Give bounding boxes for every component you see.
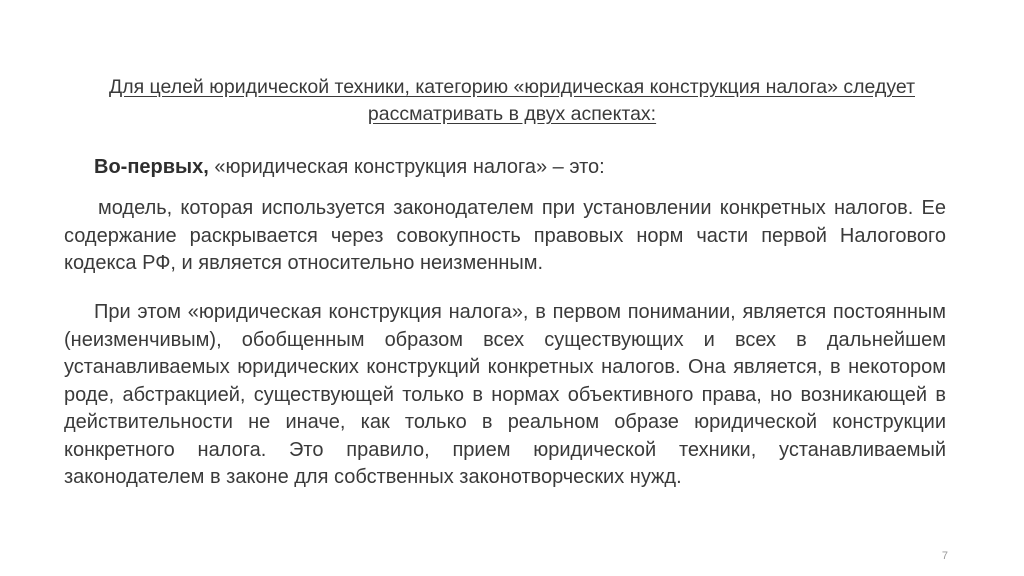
first-point-text: «юридическая конструкция налога» – это: (208, 156, 605, 178)
meaning-paragraph: При этом «юридическая конструкция налога», в первом понимании, является постоянным (неизменчивым), обобщенным образом всех существующих и всех в дальнейшем устанавливаемых юридических конструкций конкретных налогов. Она является, в некотором роде, абстракцией, существующей только в нормах объективного права, но возникающей в действительности не иначе, как только в реальном образе юридической конструкции конкретного налога. Это правило, прием юридической техники, устанавливаемый законодателем в законе для собственных законотворческих нужд. (64, 301, 946, 488)
page-number: 7 (941, 550, 948, 562)
first-point-paragraph (94, 154, 944, 182)
first-point-lead: Во-первых, (94, 156, 209, 178)
slide-heading: Для целей юридической техники, категорию «юридическая конструкция налога» следует рассматривать в двух аспектах: (108, 76, 915, 125)
model-paragraph: модель, которая используется законодателем при установлении конкретных налогов. Ее содержание раскрывается через совокупность правовых норм части первой Налогового кодекса РФ, и является относительно неизменным. (64, 197, 946, 274)
